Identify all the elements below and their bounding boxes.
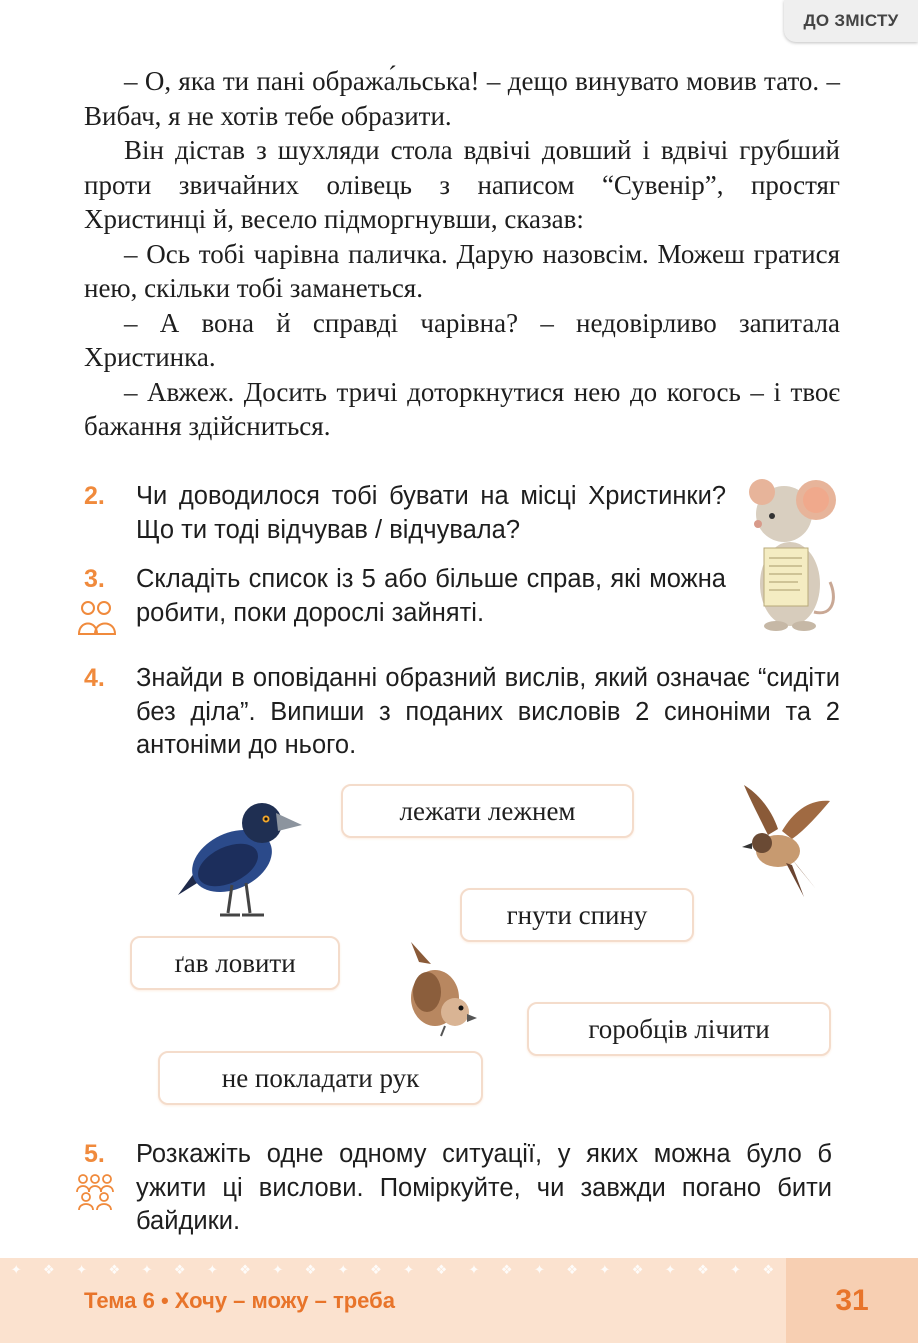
page-footer	[0, 1258, 918, 1343]
task-text: Розкажіть одне одному ситуації, у яких можна було б ужити ці вислови. Поміркуйте, чи завжди погано бити байдики.	[136, 1140, 832, 1235]
flying-sparrow-illustration	[738, 785, 834, 903]
group-work-icon	[74, 1172, 116, 1212]
story-paragraph: Він дістав з шухляди стола вдвічі довший і вдвічі грубший проти звичайних олівець з написом “Сувенір”, простяг Христинці й, весело підморгнувши, сказав:	[84, 135, 840, 234]
footer-ornament: ✦ ❖ ✦ ❖ ✦ ❖ ✦ ❖ ✦ ❖ ✦ ❖ ✦ ❖ ✦ ❖ ✦ ❖ ✦ ❖ ✦ ❖ ✦ ❖	[10, 1262, 775, 1277]
phrase-chip: ґав ловити	[130, 936, 340, 990]
story-paragraph: – Ось тобі чарівна паличка. Дарую назовсім. Можеш гратися нею, скільки тобі заманеться.	[84, 238, 840, 303]
story-paragraph: – О, яка ти пані обража́льська! – дещо винувато мовив тато. – Вибач, я не хотів тебе образити.	[84, 66, 840, 131]
task-text: Знайди в оповіданні образний вислів, який означає “сидіти без діла”. Випиши з поданих висловів 2 синоніми та 2 антоніми до нього.	[136, 664, 840, 759]
phrase-chip: лежати лежнем	[341, 784, 634, 838]
crow-illustration	[170, 795, 310, 925]
task-number: 5.	[84, 1140, 105, 1168]
story-paragraph: – А вона й справді чарівна? – недовірливо запитала Христинка.	[84, 307, 840, 372]
page-number: 31	[786, 1258, 918, 1343]
pair-work-icon	[76, 598, 118, 640]
story-paragraph: – Авжеж. Досить тричі доторкнутися нею до когось – і твоє бажання здійсниться.	[84, 376, 840, 441]
sitting-sparrow-illustration	[405, 942, 479, 1038]
toc-link[interactable]: ДО ЗМІСТУ	[784, 0, 918, 42]
mouse-illustration	[742, 472, 842, 632]
task-text: Складіть список із 5 або більше справ, які можна робити, поки дорослі зайняті.	[136, 565, 726, 627]
task-number: 4.	[84, 664, 105, 692]
footer-theme: Тема 6 • Хочу – можу – треба	[84, 1288, 395, 1313]
phrase-chip: не покладати рук	[158, 1051, 483, 1105]
task-number: 2.	[84, 482, 105, 510]
phrase-chip: горобців лічити	[527, 1002, 831, 1056]
phrase-chip: гнути спину	[460, 888, 694, 942]
task-text: Чи доводилося тобі бувати на місці Христинки? Що ти тоді відчував / відчувала?	[136, 482, 726, 544]
task-number: 3.	[84, 565, 105, 593]
story-text	[84, 64, 840, 444]
